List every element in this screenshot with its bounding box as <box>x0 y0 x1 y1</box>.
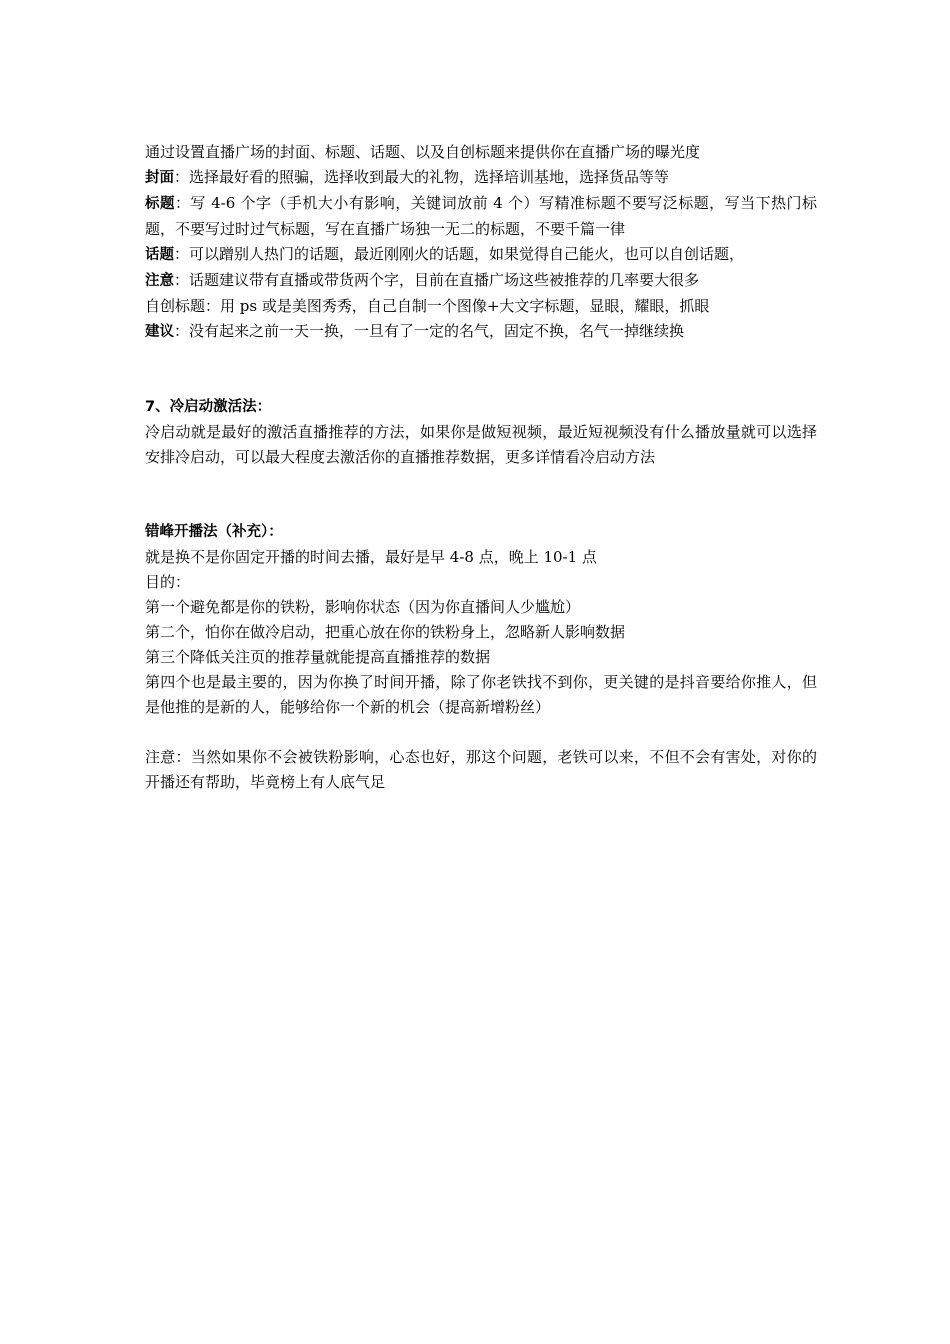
spacer <box>145 470 817 520</box>
off-peak-note: 注意：当然如果你不会被铁粉影响，心态也好，那这个问题，老铁可以来，不但不会有害处，对你的开播还有帮助，毕竟榜上有人底气足 <box>145 748 817 791</box>
off-peak-line-6: 第四个也是最主要的，因为你换了时间开播，除了你老铁找不到你，更关键的是抖音要给你推人，但是他推的是新的人，能够给你一个新的机会（提高新增粉丝） <box>145 673 817 716</box>
note-line <box>145 268 817 294</box>
custom-title-line: 自创标题：用 ps 或是美图秀秀，自己自制一个图像+大文字标题，显眼，耀眼，抓眼 <box>145 297 710 315</box>
cover-label: 封面 <box>145 170 174 186</box>
off-peak-line-1: 就是换不是你固定开播的时间去播，最好是早 4-8 点，晚上 10-1 点 <box>145 548 597 566</box>
cold-start-body: 冷启动就是最好的激活直播推荐的方法，如果你是做短视频，最近短视频没有什么播放量就可以选择安排冷启动，可以最大程度去激活你的直播推荐数据，更多详情看冷启动方法 <box>145 423 817 466</box>
spacer <box>145 720 817 745</box>
title-label: 标题 <box>145 196 175 212</box>
spacer <box>145 345 817 395</box>
title-line <box>145 191 817 242</box>
note-text: ：话题建议带有直播或带货两个字，目前在直播广场这些被推荐的几率要大很多 <box>174 271 700 289</box>
off-peak-line-2: 目的： <box>145 573 191 591</box>
cold-start-heading: 7、冷启动激活法： <box>145 399 272 415</box>
advice-label: 建议 <box>145 324 174 340</box>
topic-line <box>145 242 817 268</box>
topic-text: ：可以蹭别人热门的话题，最近刚刚火的话题，如果觉得自己能火，也可以自创话题， <box>174 245 745 263</box>
topic-label: 话题 <box>145 247 174 263</box>
cover-line <box>145 165 817 191</box>
advice-text: ：没有起来之前一天一换，一旦有了一定的名气，固定不换，名气一掉继续换 <box>174 322 685 340</box>
cover-text: ：选择最好看的照骗，选择收到最大的礼物，选择培训基地，选择货品等等 <box>174 168 670 186</box>
off-peak-heading: 错峰开播法（补充）： <box>145 524 283 540</box>
note-label: 注意 <box>145 273 174 289</box>
off-peak-line-3: 第一个避免都是你的铁粉，影响你状态（因为你直播间人少尴尬） <box>145 598 581 616</box>
advice-line <box>145 319 817 345</box>
title-text: ：写 4-6 个字（手机大小有影响，关键词放前 4 个）写精准标题不要写泛标题，写当下热门标题，不要写过时过气标题，写在直播广场独一无二的标题，不要千篇一律 <box>145 194 818 238</box>
off-peak-line-5: 第三个降低关注页的推荐量就能提高直播推荐的数据 <box>145 648 491 666</box>
off-peak-line-4: 第二个，怕你在做冷启动，把重心放在你的铁粉身上，忽略新人影响数据 <box>145 623 626 641</box>
document-page <box>145 140 817 795</box>
intro-text: 通过设置直播广场的封面、标题、话题、以及自创标题来提供你在直播广场的曝光度 <box>145 143 701 161</box>
